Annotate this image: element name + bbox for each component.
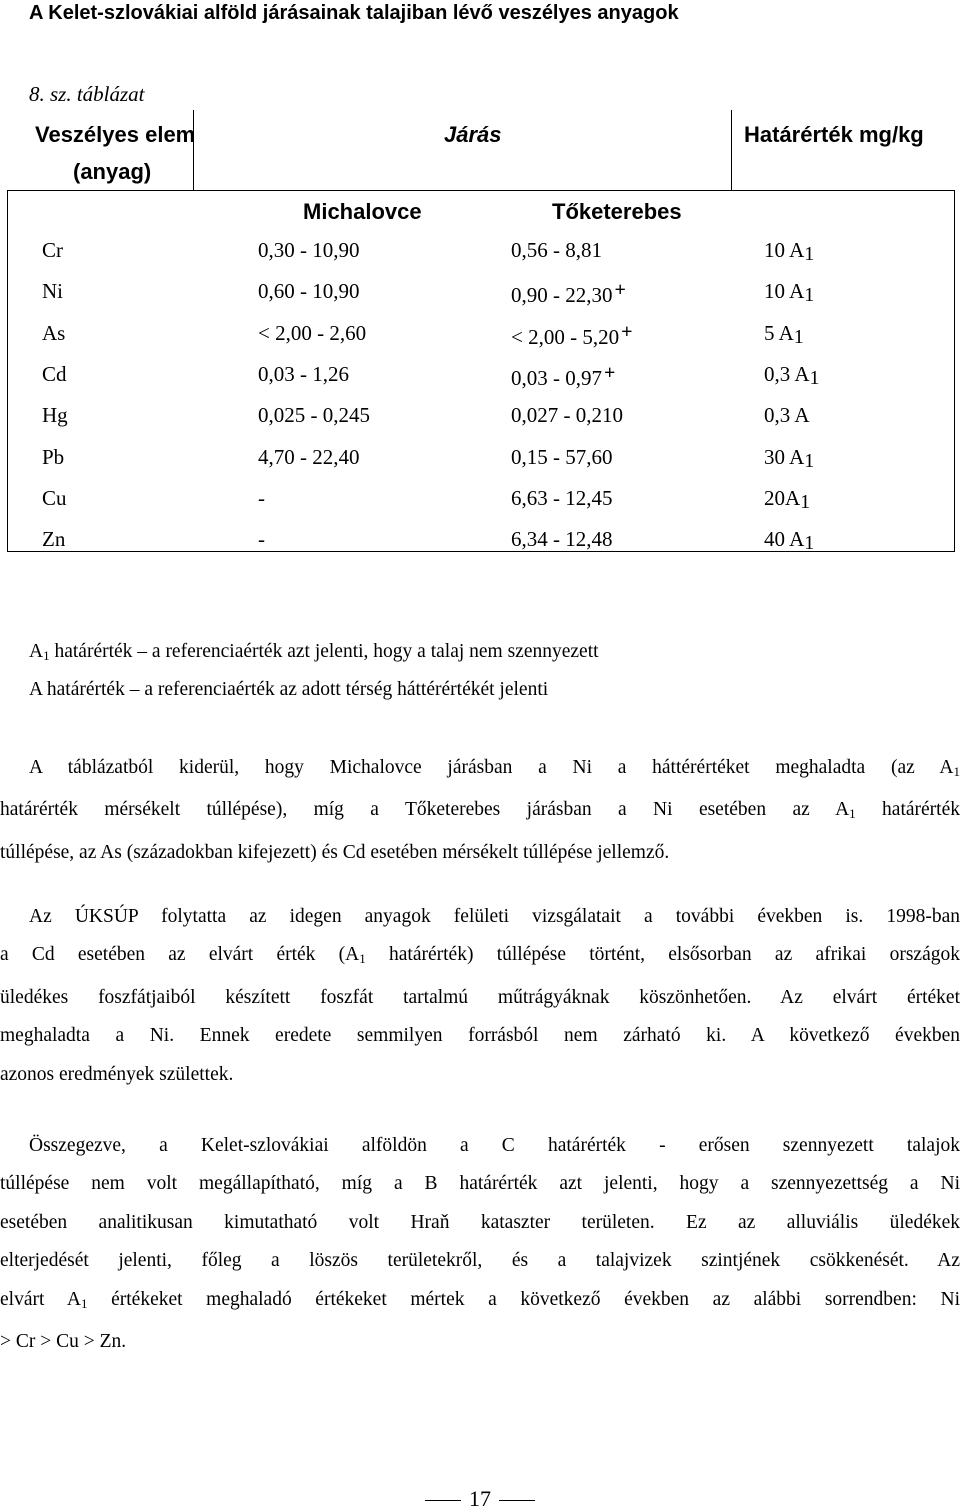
cell-limit [764, 321, 804, 349]
cell-limit [764, 362, 820, 390]
cell-michalovce: 0,03 - 1,26 [258, 361, 349, 386]
cell-element: Hg [42, 403, 68, 428]
cell-element: Cu [42, 485, 67, 510]
paragraph-3: Összegezve, a Kelet-szlovákiai alföldön a C határérték - erősen szennyezett talajok túllépése nem volt megállapítható, míg a B határérték azt jelenti, hogy a szennyezettség a Ni esetében analitikusan kimutatható volt Hraň kataszter területen. Ez az alluviális üledékek elterjedését jelenti, főleg a löszös területekről, és a talajvizek szintjének csökkenését. Az elvárt A1 értékeket meghaladó értékeket mértek a következő években az alábbi sorrendben: Ni > Cr > Cu > Zn. [0, 1135, 960, 1353]
toketerebes-value: 6,34 - 12,48 [511, 527, 613, 552]
cell-michalovce: < 2,00 - 2,60 [258, 320, 367, 345]
cell-toketerebes [511, 527, 613, 552]
limit-value: 0,3 A [764, 361, 810, 386]
header-limit: Határérték mg/kg [744, 122, 924, 147]
paragraph-2: Az ÚKSÚP folytatta az idegen anyagok felületi vizsgálatait a további években is. 1998-ban a Cd esetében az elvárt érték (A1 határérték) túllépése történt, elsősorban az afrikai országok üledékes foszfátjaiból készített foszfát tartalmú műtrágyáknak köszönhetően. Az elvárt értéket meghaladta a Ni. Ennek eredete semmilyen forrásból nem zárható ki. A következő években azonos eredmények születtek. [0, 906, 960, 1085]
page-number: 17 [469, 1486, 491, 1511]
header-toketerebes: Tőketerebes [552, 199, 682, 224]
cell-michalovce: 4,70 - 22,40 [258, 444, 360, 469]
cell-toketerebes [511, 279, 626, 308]
footer-dash-left [425, 1500, 461, 1501]
table-border [7, 190, 8, 552]
document-title: A Kelet-szlovákiai alföld járásainak talajiban lévő veszélyes anyagok [29, 2, 679, 24]
cell-element: Pb [42, 444, 65, 469]
cell-element: Cd [42, 361, 67, 386]
cell-toketerebes [511, 486, 613, 511]
note-a1: A1 határérték – a referenciaérték azt jelenti, hogy a talaj nem szennyezett [29, 641, 599, 663]
hazardous-substances-table [7, 110, 955, 555]
limit-value: 5 A [764, 320, 794, 345]
cell-element: As [42, 320, 66, 345]
limit-subscript: 1 [793, 325, 804, 348]
limit-subscript: 1 [804, 532, 815, 555]
toketerebes-value: 6,63 - 12,45 [511, 485, 613, 510]
cell-toketerebes [511, 362, 615, 391]
cell-michalovce: 0,30 - 10,90 [258, 238, 360, 262]
limit-value: 40 A [764, 527, 805, 552]
cell-limit [764, 445, 814, 473]
cell-element: Cr [42, 238, 63, 262]
exceedance-marker: + [614, 279, 626, 302]
header-district: Járás [444, 122, 502, 147]
cell-toketerebes [511, 321, 633, 350]
limit-subscript: 1 [809, 366, 820, 389]
cell-limit [764, 238, 814, 266]
exceedance-marker: + [604, 361, 616, 384]
cell-toketerebes [511, 403, 623, 428]
cell-element: Zn [42, 527, 66, 552]
cell-limit [764, 403, 810, 428]
cell-element: Ni [42, 279, 63, 304]
limit-value: 10 A [764, 279, 805, 304]
limit-value: 0,3 A [764, 403, 810, 428]
limit-subscript: 1 [804, 284, 815, 307]
table-border [7, 190, 955, 191]
limit-subscript: 1 [800, 490, 811, 513]
header-element-sub: (anyag) [73, 159, 152, 184]
limit-value: 10 A [764, 238, 805, 262]
toketerebes-value: < 2,00 - 5,20 [511, 324, 620, 349]
limit-value: 20A [764, 485, 801, 510]
paragraph-1: A táblázatból kiderül, hogy Michalovce járásban a Ni a háttérértéket meghaladta (az A1 határérték mérsékelt túllépése), míg a Tőketerebes járásban a Ni esetében az A1 határérték túllépése, az As (századokban kifejezett) és Cd esetében mérsékelt túllépése jellemző. [0, 757, 960, 863]
toketerebes-value: 0,027 - 0,210 [511, 403, 623, 428]
cell-michalovce: 0,60 - 10,90 [258, 279, 360, 304]
toketerebes-value: 0,90 - 22,30 [511, 283, 613, 308]
cell-toketerebes [511, 445, 613, 470]
cell-limit [764, 486, 810, 514]
toketerebes-value: 0,15 - 57,60 [511, 444, 613, 469]
limit-subscript: 1 [804, 449, 815, 472]
cell-michalovce: - [258, 485, 265, 510]
cell-toketerebes [511, 238, 602, 263]
limit-value: 30 A [764, 444, 805, 469]
cell-michalovce: - [258, 527, 265, 552]
table-border [954, 190, 955, 552]
footer-dash-right [499, 1500, 535, 1501]
toketerebes-value: 0,56 - 8,81 [511, 238, 602, 262]
header-element: Veszélyes elem [35, 122, 196, 147]
cell-limit [764, 527, 814, 555]
page-footer [0, 1486, 960, 1512]
cell-michalovce: 0,025 - 0,245 [258, 403, 370, 428]
note-a: A határérték – a referenciaérték az adott térség háttérértékét jelenti [29, 679, 549, 700]
exceedance-marker: + [621, 320, 633, 343]
toketerebes-value: 0,03 - 0,97 [511, 365, 602, 390]
table-border [731, 110, 732, 190]
table-caption: 8. sz. táblázat [29, 82, 145, 106]
cell-limit [764, 279, 814, 307]
header-michalovce: Michalovce [303, 199, 422, 224]
limit-subscript: 1 [804, 243, 815, 265]
